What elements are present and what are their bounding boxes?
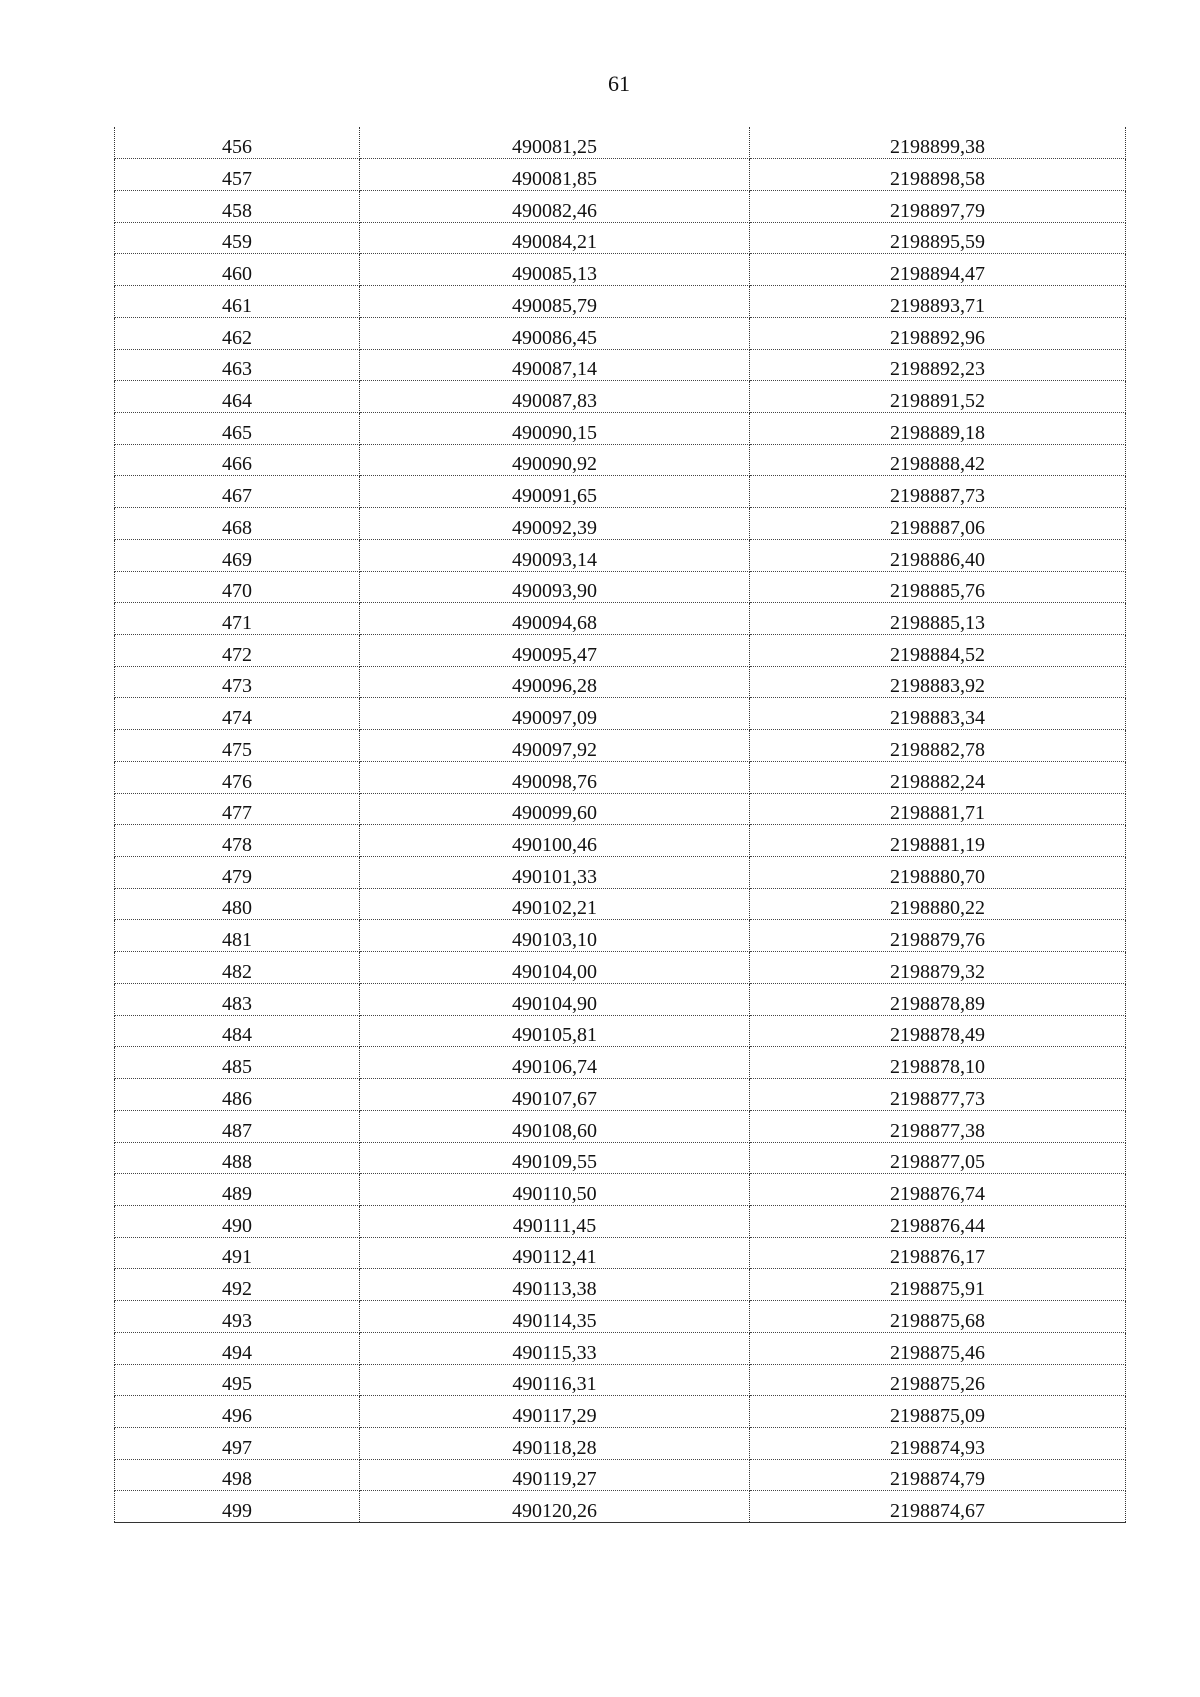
x-coordinate-cell: 490120,26 xyxy=(360,1491,750,1523)
table-row xyxy=(115,286,1126,318)
y-coordinate-cell: 2198878,89 xyxy=(750,983,1126,1015)
point-number-cell: 494 xyxy=(115,1332,360,1364)
point-number-cell: 480 xyxy=(115,888,360,920)
point-number-cell: 476 xyxy=(115,761,360,793)
x-coordinate-cell: 490102,21 xyxy=(360,888,750,920)
y-coordinate-cell: 2198892,23 xyxy=(750,349,1126,381)
y-coordinate-cell: 2198878,10 xyxy=(750,1047,1126,1079)
table-row xyxy=(115,1459,1126,1491)
y-coordinate-cell: 2198882,78 xyxy=(750,730,1126,762)
y-coordinate-cell: 2198876,44 xyxy=(750,1205,1126,1237)
point-number-cell: 479 xyxy=(115,857,360,889)
y-coordinate-cell: 2198898,58 xyxy=(750,159,1126,191)
x-coordinate-cell: 490096,28 xyxy=(360,666,750,698)
x-coordinate-cell: 490090,92 xyxy=(360,444,750,476)
table-row xyxy=(115,1301,1126,1333)
x-coordinate-cell: 490099,60 xyxy=(360,793,750,825)
y-coordinate-cell: 2198887,73 xyxy=(750,476,1126,508)
y-coordinate-cell: 2198881,71 xyxy=(750,793,1126,825)
table-row xyxy=(115,1205,1126,1237)
x-coordinate-cell: 490103,10 xyxy=(360,920,750,952)
x-coordinate-cell: 490086,45 xyxy=(360,317,750,349)
table-row xyxy=(115,635,1126,667)
point-number-cell: 478 xyxy=(115,825,360,857)
x-coordinate-cell: 490115,33 xyxy=(360,1332,750,1364)
y-coordinate-cell: 2198887,06 xyxy=(750,508,1126,540)
y-coordinate-cell: 2198875,26 xyxy=(750,1364,1126,1396)
coordinates-table-body xyxy=(115,127,1126,1523)
table-row xyxy=(115,920,1126,952)
y-coordinate-cell: 2198874,79 xyxy=(750,1459,1126,1491)
table-row xyxy=(115,317,1126,349)
point-number-cell: 470 xyxy=(115,571,360,603)
table-row xyxy=(115,222,1126,254)
table-row xyxy=(115,1237,1126,1269)
y-coordinate-cell: 2198875,68 xyxy=(750,1301,1126,1333)
y-coordinate-cell: 2198888,42 xyxy=(750,444,1126,476)
y-coordinate-cell: 2198882,24 xyxy=(750,761,1126,793)
point-number-cell: 493 xyxy=(115,1301,360,1333)
y-coordinate-cell: 2198877,05 xyxy=(750,1142,1126,1174)
x-coordinate-cell: 490085,13 xyxy=(360,254,750,286)
point-number-cell: 481 xyxy=(115,920,360,952)
x-coordinate-cell: 490112,41 xyxy=(360,1237,750,1269)
table-row xyxy=(115,1174,1126,1206)
table-row xyxy=(115,412,1126,444)
x-coordinate-cell: 490093,90 xyxy=(360,571,750,603)
table-row xyxy=(115,1269,1126,1301)
point-number-cell: 474 xyxy=(115,698,360,730)
table-row xyxy=(115,1396,1126,1428)
point-number-cell: 467 xyxy=(115,476,360,508)
y-coordinate-cell: 2198879,76 xyxy=(750,920,1126,952)
y-coordinate-cell: 2198895,59 xyxy=(750,222,1126,254)
table-row xyxy=(115,1079,1126,1111)
point-number-cell: 456 xyxy=(115,127,360,159)
table-row xyxy=(115,1332,1126,1364)
point-number-cell: 492 xyxy=(115,1269,360,1301)
x-coordinate-cell: 490108,60 xyxy=(360,1110,750,1142)
y-coordinate-cell: 2198875,91 xyxy=(750,1269,1126,1301)
y-coordinate-cell: 2198885,13 xyxy=(750,603,1126,635)
point-number-cell: 484 xyxy=(115,1015,360,1047)
point-number-cell: 489 xyxy=(115,1174,360,1206)
table-row xyxy=(115,476,1126,508)
table-row xyxy=(115,1427,1126,1459)
point-number-cell: 458 xyxy=(115,190,360,222)
point-number-cell: 497 xyxy=(115,1427,360,1459)
x-coordinate-cell: 490082,46 xyxy=(360,190,750,222)
point-number-cell: 461 xyxy=(115,286,360,318)
table-row xyxy=(115,1491,1126,1523)
y-coordinate-cell: 2198880,70 xyxy=(750,857,1126,889)
y-coordinate-cell: 2198881,19 xyxy=(750,825,1126,857)
table-row xyxy=(115,1047,1126,1079)
point-number-cell: 498 xyxy=(115,1459,360,1491)
y-coordinate-cell: 2198874,93 xyxy=(750,1427,1126,1459)
point-number-cell: 496 xyxy=(115,1396,360,1428)
y-coordinate-cell: 2198875,46 xyxy=(750,1332,1126,1364)
y-coordinate-cell: 2198878,49 xyxy=(750,1015,1126,1047)
x-coordinate-cell: 490100,46 xyxy=(360,825,750,857)
y-coordinate-cell: 2198889,18 xyxy=(750,412,1126,444)
point-number-cell: 499 xyxy=(115,1491,360,1523)
table-row xyxy=(115,127,1126,159)
point-number-cell: 490 xyxy=(115,1205,360,1237)
y-coordinate-cell: 2198883,34 xyxy=(750,698,1126,730)
table-row xyxy=(115,793,1126,825)
point-number-cell: 483 xyxy=(115,983,360,1015)
point-number-cell: 485 xyxy=(115,1047,360,1079)
x-coordinate-cell: 490109,55 xyxy=(360,1142,750,1174)
x-coordinate-cell: 490091,65 xyxy=(360,476,750,508)
x-coordinate-cell: 490110,50 xyxy=(360,1174,750,1206)
y-coordinate-cell: 2198879,32 xyxy=(750,952,1126,984)
point-number-cell: 468 xyxy=(115,508,360,540)
table-row xyxy=(115,381,1126,413)
x-coordinate-cell: 490095,47 xyxy=(360,635,750,667)
x-coordinate-cell: 490106,74 xyxy=(360,1047,750,1079)
x-coordinate-cell: 490084,21 xyxy=(360,222,750,254)
table-row xyxy=(115,857,1126,889)
y-coordinate-cell: 2198875,09 xyxy=(750,1396,1126,1428)
y-coordinate-cell: 2198874,67 xyxy=(750,1491,1126,1523)
y-coordinate-cell: 2198876,17 xyxy=(750,1237,1126,1269)
point-number-cell: 495 xyxy=(115,1364,360,1396)
point-number-cell: 466 xyxy=(115,444,360,476)
x-coordinate-cell: 490090,15 xyxy=(360,412,750,444)
point-number-cell: 486 xyxy=(115,1079,360,1111)
x-coordinate-cell: 490116,31 xyxy=(360,1364,750,1396)
point-number-cell: 459 xyxy=(115,222,360,254)
y-coordinate-cell: 2198880,22 xyxy=(750,888,1126,920)
table-row xyxy=(115,825,1126,857)
y-coordinate-cell: 2198877,38 xyxy=(750,1110,1126,1142)
point-number-cell: 464 xyxy=(115,381,360,413)
y-coordinate-cell: 2198899,38 xyxy=(750,127,1126,159)
x-coordinate-cell: 490097,09 xyxy=(360,698,750,730)
x-coordinate-cell: 490104,00 xyxy=(360,952,750,984)
table-row xyxy=(115,730,1126,762)
point-number-cell: 487 xyxy=(115,1110,360,1142)
point-number-cell: 488 xyxy=(115,1142,360,1174)
point-number-cell: 482 xyxy=(115,952,360,984)
page-number: 61 xyxy=(608,71,630,96)
point-number-cell: 475 xyxy=(115,730,360,762)
x-coordinate-cell: 490097,92 xyxy=(360,730,750,762)
x-coordinate-cell: 490087,14 xyxy=(360,349,750,381)
table-row xyxy=(115,983,1126,1015)
y-coordinate-cell: 2198893,71 xyxy=(750,286,1126,318)
point-number-cell: 472 xyxy=(115,635,360,667)
coordinates-table xyxy=(114,127,1126,1523)
y-coordinate-cell: 2198897,79 xyxy=(750,190,1126,222)
y-coordinate-cell: 2198877,73 xyxy=(750,1079,1126,1111)
table-row xyxy=(115,254,1126,286)
y-coordinate-cell: 2198885,76 xyxy=(750,571,1126,603)
x-coordinate-cell: 490094,68 xyxy=(360,603,750,635)
table-row xyxy=(115,761,1126,793)
y-coordinate-cell: 2198883,92 xyxy=(750,666,1126,698)
x-coordinate-cell: 490081,85 xyxy=(360,159,750,191)
point-number-cell: 465 xyxy=(115,412,360,444)
table-row xyxy=(115,666,1126,698)
table-row xyxy=(115,1015,1126,1047)
table-row xyxy=(115,508,1126,540)
x-coordinate-cell: 490085,79 xyxy=(360,286,750,318)
y-coordinate-cell: 2198876,74 xyxy=(750,1174,1126,1206)
x-coordinate-cell: 490087,83 xyxy=(360,381,750,413)
table-row xyxy=(115,1364,1126,1396)
table-row xyxy=(115,349,1126,381)
table-row xyxy=(115,603,1126,635)
x-coordinate-cell: 490104,90 xyxy=(360,983,750,1015)
table-row xyxy=(115,698,1126,730)
point-number-cell: 473 xyxy=(115,666,360,698)
point-number-cell: 460 xyxy=(115,254,360,286)
x-coordinate-cell: 490093,14 xyxy=(360,539,750,571)
table-row xyxy=(115,444,1126,476)
table-row xyxy=(115,1142,1126,1174)
x-coordinate-cell: 490098,76 xyxy=(360,761,750,793)
x-coordinate-cell: 490118,28 xyxy=(360,1427,750,1459)
x-coordinate-cell: 490111,45 xyxy=(360,1205,750,1237)
x-coordinate-cell: 490113,38 xyxy=(360,1269,750,1301)
table-row xyxy=(115,1110,1126,1142)
y-coordinate-cell: 2198886,40 xyxy=(750,539,1126,571)
point-number-cell: 462 xyxy=(115,317,360,349)
y-coordinate-cell: 2198884,52 xyxy=(750,635,1126,667)
table-row xyxy=(115,571,1126,603)
x-coordinate-cell: 490119,27 xyxy=(360,1459,750,1491)
x-coordinate-cell: 490105,81 xyxy=(360,1015,750,1047)
point-number-cell: 477 xyxy=(115,793,360,825)
x-coordinate-cell: 490101,33 xyxy=(360,857,750,889)
table-row xyxy=(115,888,1126,920)
table-row xyxy=(115,190,1126,222)
table-row xyxy=(115,159,1126,191)
y-coordinate-cell: 2198892,96 xyxy=(750,317,1126,349)
table-row xyxy=(115,539,1126,571)
x-coordinate-cell: 490117,29 xyxy=(360,1396,750,1428)
point-number-cell: 469 xyxy=(115,539,360,571)
y-coordinate-cell: 2198891,52 xyxy=(750,381,1126,413)
x-coordinate-cell: 490081,25 xyxy=(360,127,750,159)
x-coordinate-cell: 490092,39 xyxy=(360,508,750,540)
point-number-cell: 463 xyxy=(115,349,360,381)
point-number-cell: 491 xyxy=(115,1237,360,1269)
table-row xyxy=(115,952,1126,984)
x-coordinate-cell: 490114,35 xyxy=(360,1301,750,1333)
y-coordinate-cell: 2198894,47 xyxy=(750,254,1126,286)
point-number-cell: 457 xyxy=(115,159,360,191)
point-number-cell: 471 xyxy=(115,603,360,635)
x-coordinate-cell: 490107,67 xyxy=(360,1079,750,1111)
